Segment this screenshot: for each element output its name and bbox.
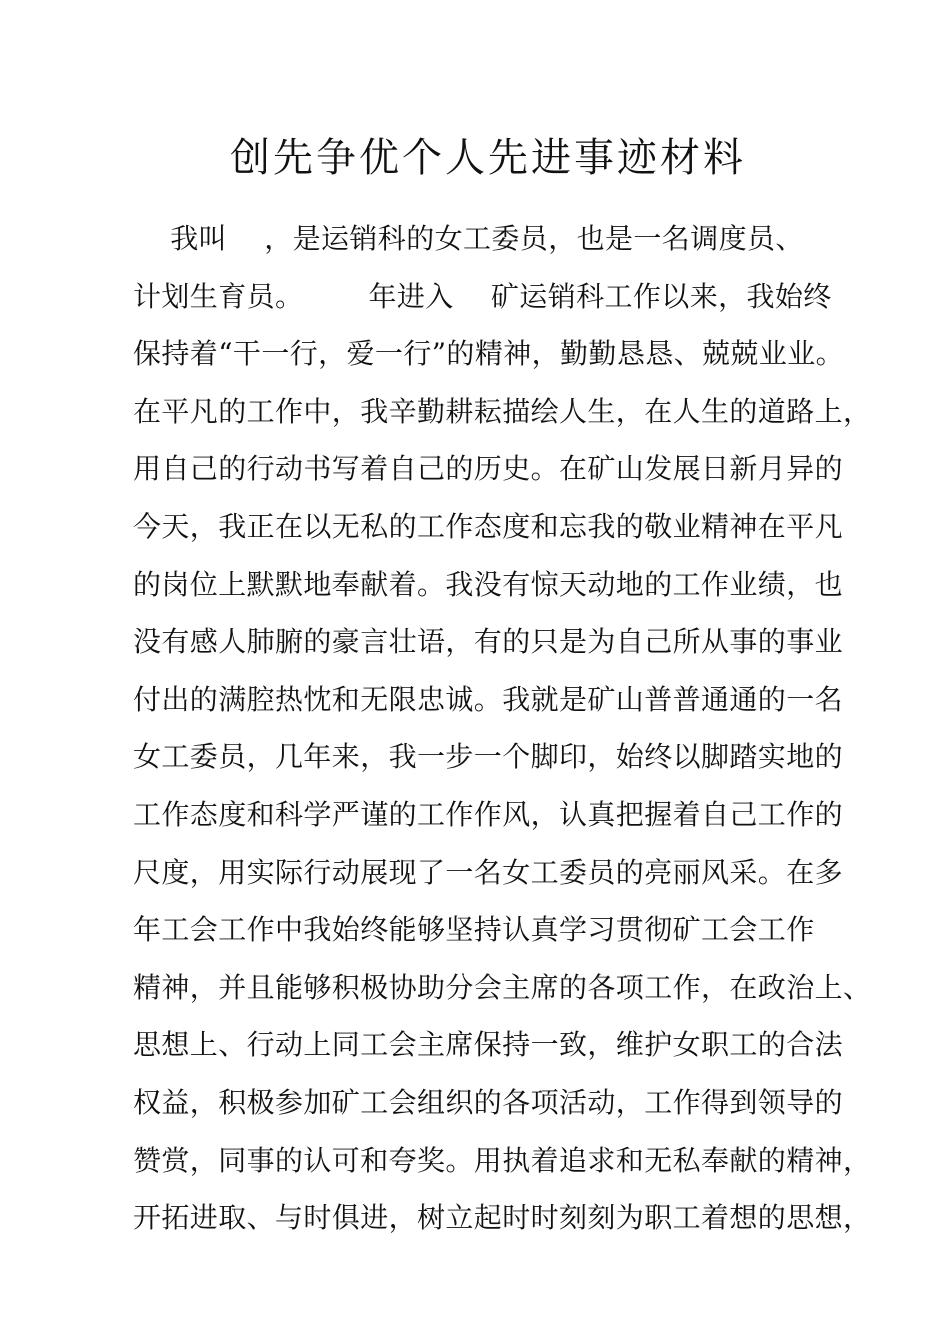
- body-line: 开拓进取、与时俱进，树立起时时刻刻为职工着想的思想，: [133, 1201, 872, 1235]
- body-line: 赞赏，同事的认可和夸奖。用执着追求和无私奉献的精神，: [133, 1143, 872, 1177]
- body-line: 用自己的行动书写着自己的历史。在矿山发展日新月异的: [133, 452, 844, 486]
- body-line: 计划生育员。 年进入 矿运销科工作以来，我始终: [133, 279, 832, 313]
- document-body: [133, 210, 872, 1247]
- body-line: 精神，并且能够积极协助分会主席的各项工作，在政治上、: [133, 970, 872, 1004]
- body-line: 权益，积极参加矿工会组织的各项活动，工作得到领导的: [133, 1085, 844, 1119]
- body-line: 没有感人肺腑的豪言壮语，有的只是为自己所从事的事业: [133, 625, 844, 659]
- body-line: 我叫 ，是运销科的女工委员，也是一名调度员、: [133, 222, 804, 255]
- document-title: 创先争优个人先进事迹材料: [230, 135, 746, 181]
- body-line: 今天，我正在以无私的工作态度和忘我的敬业精神在平凡: [133, 509, 844, 543]
- body-line: 年工会工作中我始终能够坚持认真学习贯彻矿工会工作: [133, 913, 815, 947]
- body-line: 付出的满腔热忱和无限忠诚。我就是矿山普普通通的一名: [133, 682, 844, 716]
- body-line: 工作态度和科学严谨的工作作风，认真把握着自己工作的: [133, 797, 844, 831]
- body-line: 在平凡的工作中，我辛勤耕耘描绘人生，在人生的道路上，: [133, 394, 872, 428]
- body-line: 尺度，用实际行动展现了一名女工委员的亮丽风采。在多: [133, 855, 844, 889]
- body-line: 保持着“干一行，爱一行”的精神，勤勤恳恳、兢兢业业。: [133, 337, 845, 371]
- body-line: 的岗位上默默地奉献着。我没有惊天动地的工作业绩，也: [133, 567, 844, 601]
- body-line: 女工委员，几年来，我一步一个脚印，始终以脚踏实地的: [133, 740, 844, 774]
- body-line: 思想上、行动上同工会主席保持一致，维护女职工的合法: [133, 1028, 844, 1062]
